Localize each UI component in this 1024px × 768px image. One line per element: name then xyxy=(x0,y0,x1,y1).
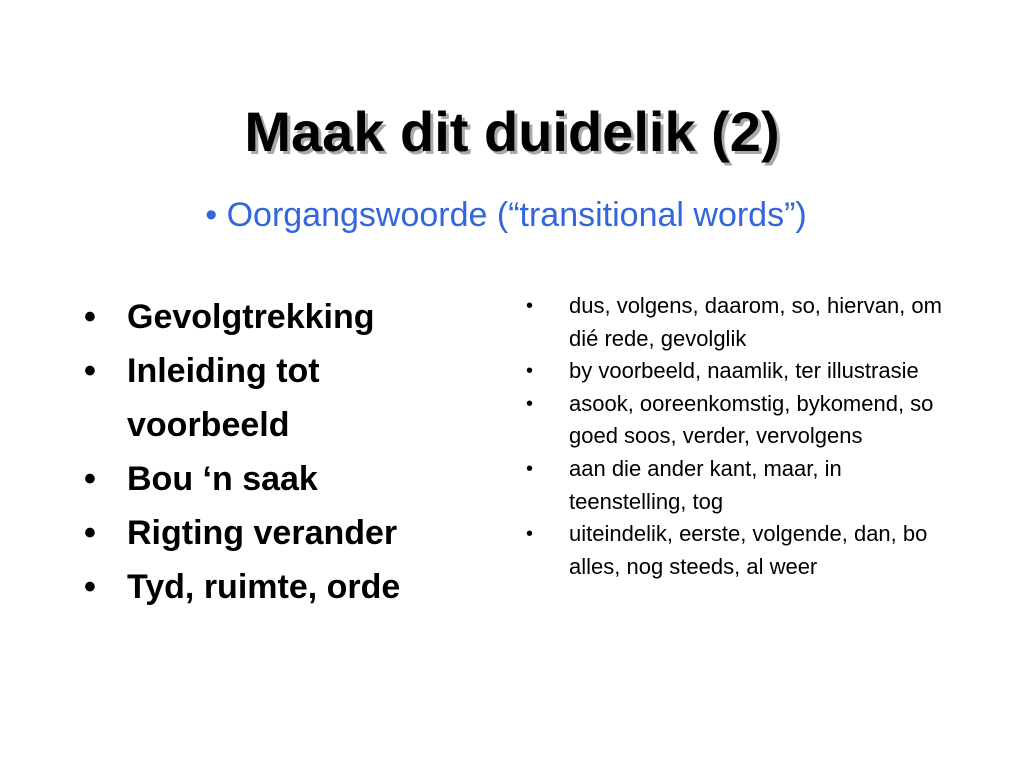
transition-words-item xyxy=(526,355,946,388)
bullet-icon: • xyxy=(84,514,96,552)
category-label: Rigting verander xyxy=(127,514,398,552)
category-item xyxy=(84,560,474,614)
transition-words-text: asook, ooreenkomstig, bykomend, so goed soos, verder, vervolgens xyxy=(569,390,934,449)
transition-words-text: by voorbeeld, naamlik, ter illustrasie xyxy=(569,358,919,384)
category-label: Bou ‘n saak xyxy=(127,460,318,498)
bullet-icon: • xyxy=(84,298,96,336)
transition-words-item xyxy=(526,290,946,355)
bullet-icon: • xyxy=(84,352,96,390)
category-item xyxy=(84,506,474,560)
transition-words-text: uiteindelik, eerste, volgende, dan, bo alles, nog steeds, al weer xyxy=(569,521,928,579)
bullet-icon: • xyxy=(526,295,534,317)
transition-words-text: dus, volgens, daarom, so, hiervan, om dié rede, gevolglik xyxy=(569,293,942,351)
category-label: Inleiding tot voorbeeld xyxy=(127,352,320,444)
bullet-icon: • xyxy=(526,360,534,383)
category-list xyxy=(84,290,474,614)
bullet-icon: • xyxy=(84,460,96,498)
category-label: Gevolgtrekking xyxy=(127,298,375,336)
bullet-icon: • xyxy=(526,392,534,415)
slide-title: Maak dit duidelik (2) xyxy=(244,100,780,163)
bullet-icon: • xyxy=(526,457,534,480)
category-item xyxy=(84,344,474,452)
transition-words-item xyxy=(526,453,946,518)
bullet-icon: • xyxy=(84,568,96,606)
category-item xyxy=(84,290,474,344)
bullet-icon: • xyxy=(526,523,534,546)
transition-words-item xyxy=(526,388,946,453)
category-item xyxy=(84,452,474,506)
category-label: Tyd, ruimte, orde xyxy=(127,568,401,606)
transition-words-item xyxy=(526,518,946,583)
transition-words-text: aan die ander kant, maar, in teenstelling, tog xyxy=(569,455,842,514)
transition-words-list xyxy=(526,290,946,583)
slide-subtitle: • Oorgangswoorde (“transitional words”) xyxy=(205,196,807,234)
